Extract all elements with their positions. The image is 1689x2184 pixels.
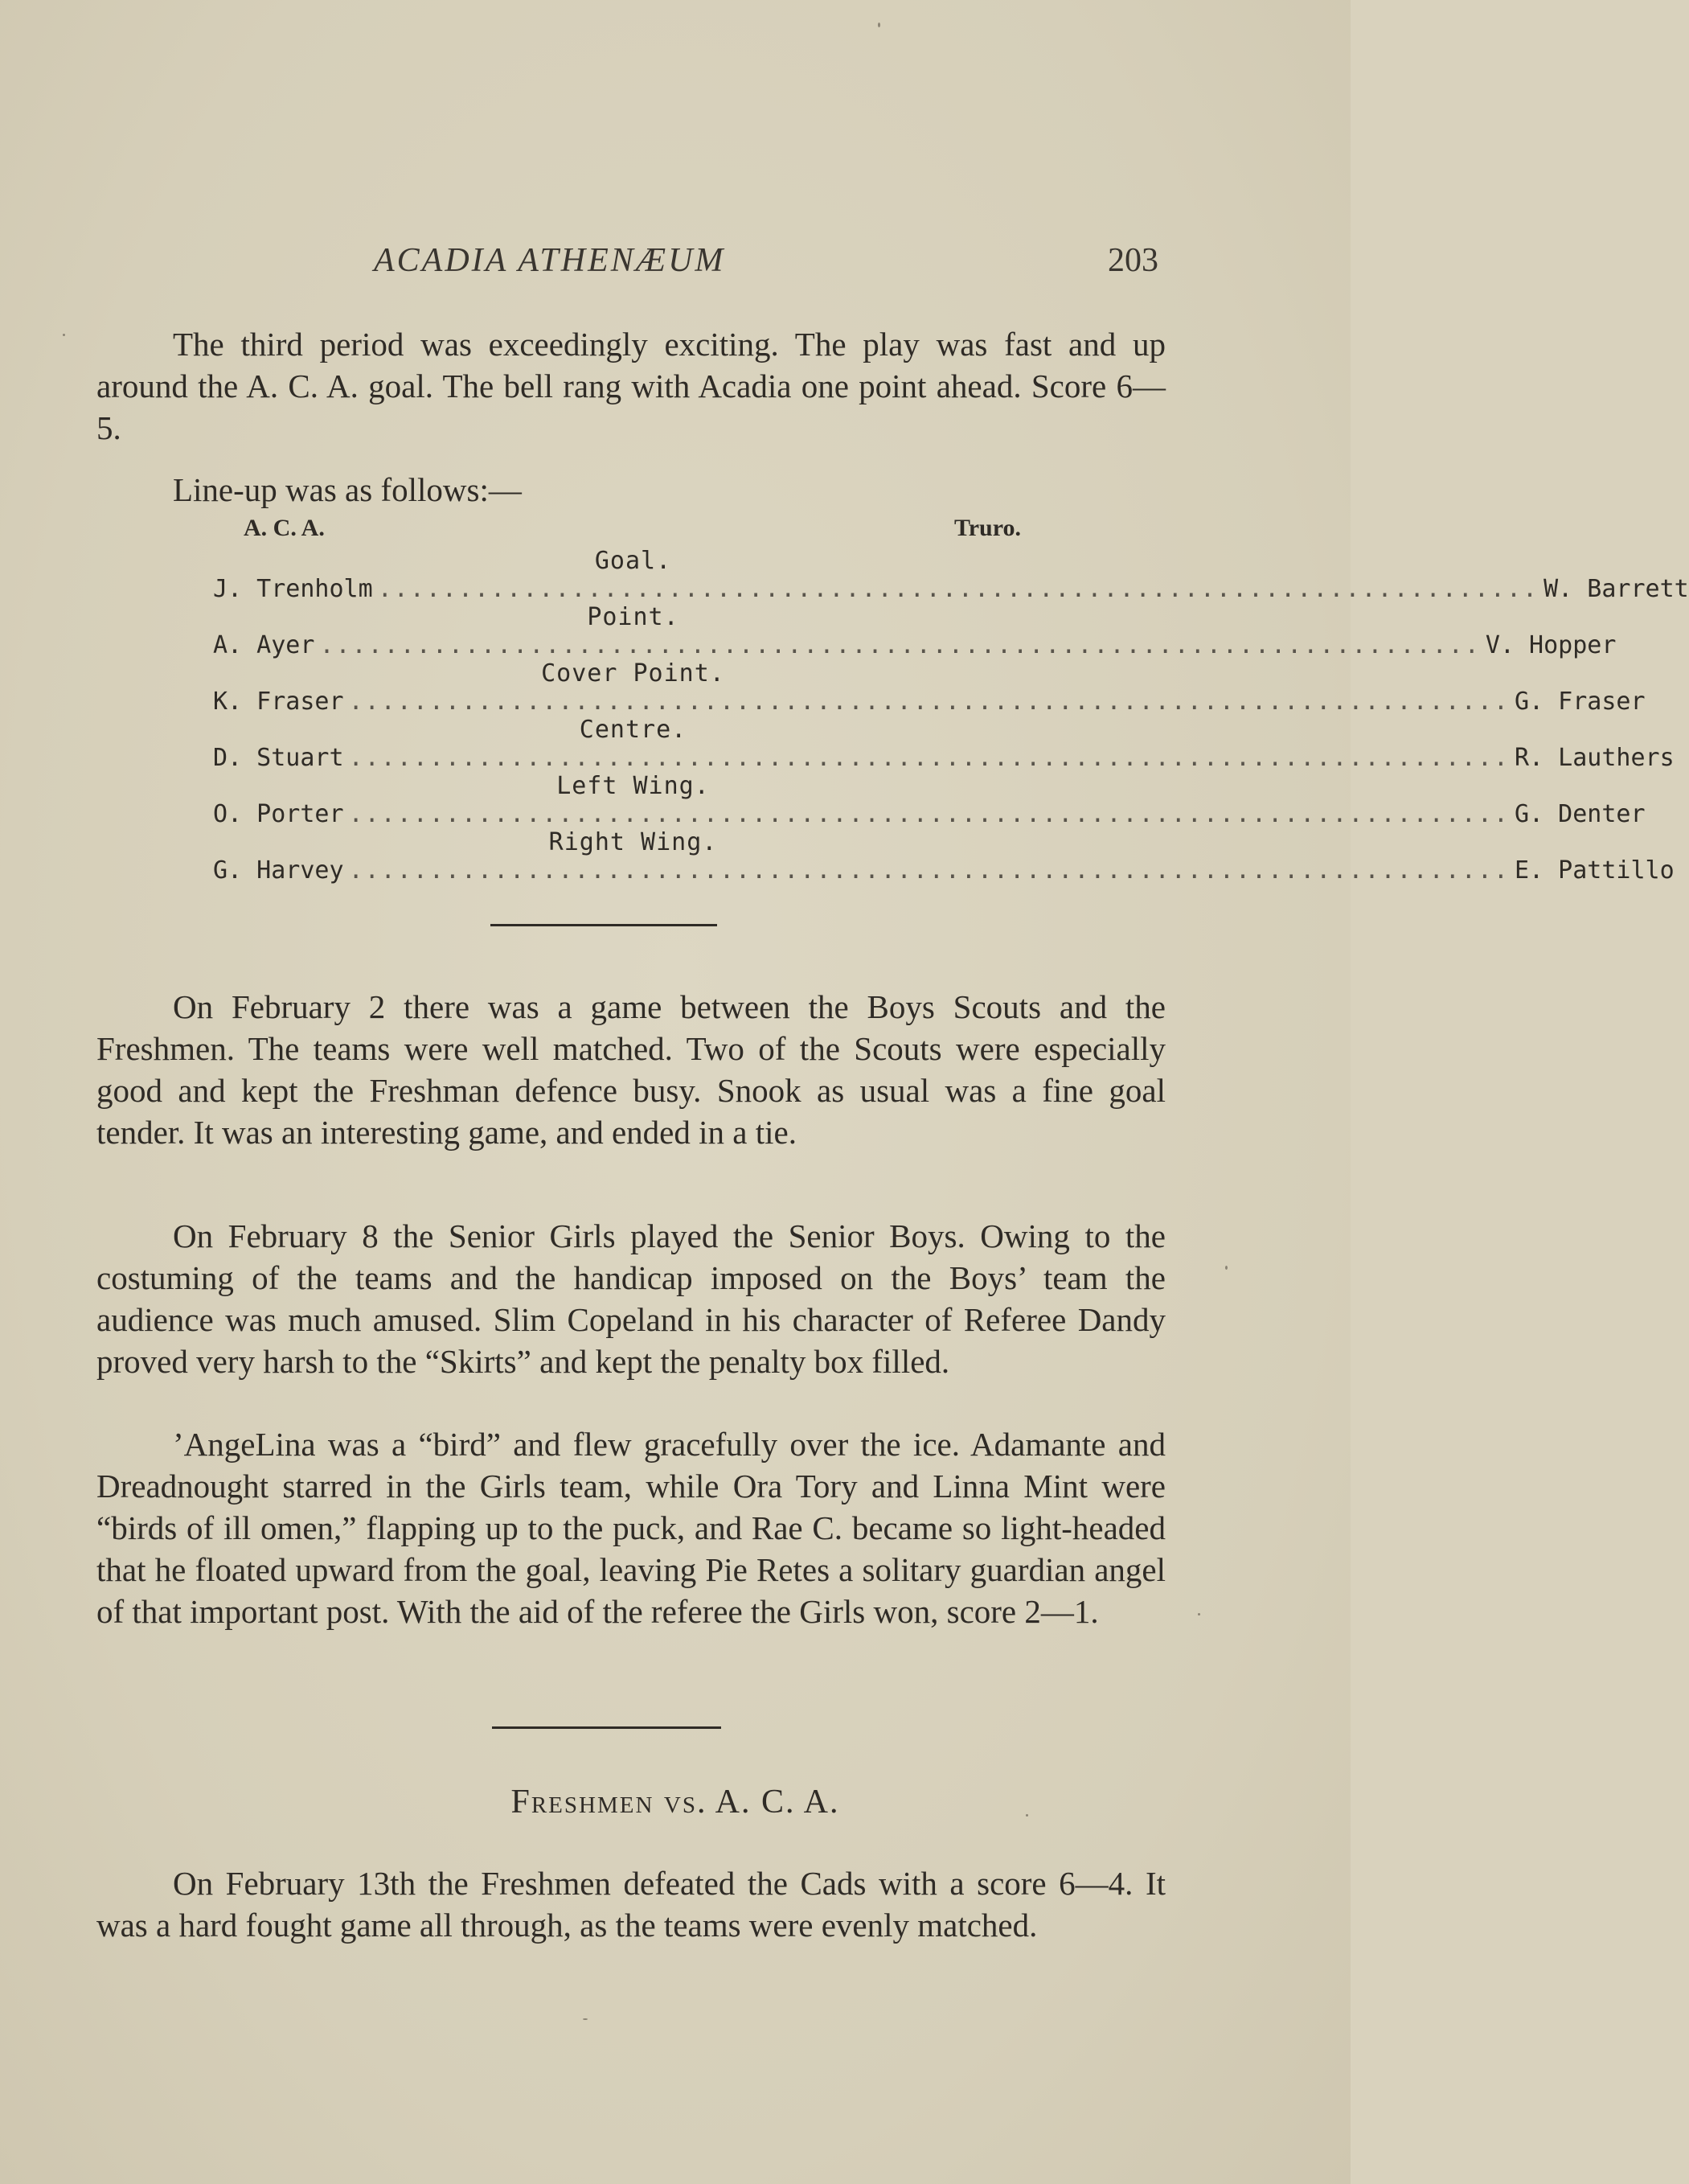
page-number: 203	[1108, 242, 1158, 279]
paper-speck	[878, 23, 880, 27]
lineup-header	[213, 515, 1053, 548]
left-player: G. Harvey	[213, 856, 344, 885]
right-player: G. Fraser	[1515, 688, 1646, 716]
paragraph-feb-2	[96, 986, 1166, 1153]
right-player: G. Denter	[1515, 800, 1646, 828]
lineup-row	[213, 856, 1675, 886]
leader-dots: ........................................................................	[348, 744, 1510, 772]
right-player: E. Pattillo	[1515, 856, 1675, 885]
paragraph-feb-8	[96, 1215, 1166, 1382]
position-label: Cover Point.	[541, 659, 725, 688]
paper-speck	[63, 334, 65, 336]
lineup-row	[213, 799, 1646, 830]
left-player: J. Trenholm	[213, 575, 373, 603]
section-divider	[492, 1726, 721, 1729]
paper-speck	[1198, 1613, 1200, 1615]
leader-dots: ........................................................................	[377, 575, 1539, 603]
paragraph-feb-13	[96, 1862, 1166, 1946]
paragraph-third-period	[96, 323, 1166, 449]
running-title: ACADIA ATHENÆUM	[374, 242, 726, 279]
left-player: A. Ayer	[213, 631, 315, 659]
paper-speck	[1225, 1266, 1228, 1270]
paragraph-text: On February 2 there was a game between the Boys Scouts and the Freshmen. The teams were well matched. Two of the Scouts were especially good and kept the Freshman defence busy. Snook as usual was a fine goal tender. It was an interesting game, and ended in a tie.	[96, 988, 1166, 1151]
leader-dots: ........................................................................	[348, 688, 1510, 716]
paper-speck	[1026, 1814, 1028, 1817]
section-heading: Freshmen vs. A. C. A.	[510, 1784, 840, 1821]
position-label: Point.	[587, 603, 679, 631]
leader-dots: ........................................................................	[348, 800, 1510, 828]
lineup-row	[213, 574, 1689, 605]
paper-speck	[583, 2018, 588, 2020]
right-player: W. Barrett	[1543, 575, 1689, 603]
leader-dots: ........................................................................	[319, 631, 1481, 659]
position-label: Centre.	[579, 716, 687, 744]
left-player: K. Fraser	[213, 688, 344, 716]
left-player: O. Porter	[213, 800, 344, 828]
paragraph-text: ’AngeLina was a “bird” and flew gracefully over the ice. Adamante and Dreadnought starred in the Girls team, while Ora Tory and Linna Mint were “birds of ill omen,” flapping up to the puck, and Rae C. became so light-headed that he floated upward from the goal, leaving Pie Retes a solitary guardian angel of that important post. With the aid of the referee the Girls won, score 2—1.	[96, 1426, 1166, 1630]
paragraph-angelina	[96, 1423, 1166, 1632]
lineup-intro: Line-up was as follows:—	[173, 471, 522, 508]
position-label: Goal.	[594, 547, 672, 575]
paragraph-text: The third period was exceedingly exciting. The play was fast and up around the A. C. A. goal. The bell rang with Acadia one point ahead. Score 6—5.	[96, 326, 1166, 446]
lineup-table	[213, 515, 1689, 886]
right-player: V. Hopper	[1485, 631, 1617, 659]
lineup-row	[213, 630, 1617, 661]
left-player: D. Stuart	[213, 744, 344, 772]
leader-dots: ........................................................................	[348, 856, 1510, 885]
position-label: Right Wing.	[548, 828, 718, 856]
lineup-row	[213, 743, 1675, 774]
position-label: Left Wing.	[556, 772, 710, 800]
lineup-row	[213, 687, 1646, 717]
paragraph-text: On February 13th the Freshmen defeated the Cads with a score 6—4. It was a hard fought game all through, as the teams were evenly matched.	[96, 1865, 1166, 1944]
paragraph-text: On February 8 the Senior Girls played the Senior Boys. Owing to the costuming of the teams and the handicap imposed on the Boys’ team the audience was much amused. Slim Copeland in his character of Referee Dandy proved very harsh to the “Skirts” and kept the penalty box filled.	[96, 1217, 1166, 1380]
right-player: R. Lauthers	[1515, 744, 1675, 772]
team-left-name: A. C. A.	[244, 515, 325, 541]
section-divider	[490, 924, 717, 926]
team-right-name: Truro.	[953, 515, 1021, 541]
